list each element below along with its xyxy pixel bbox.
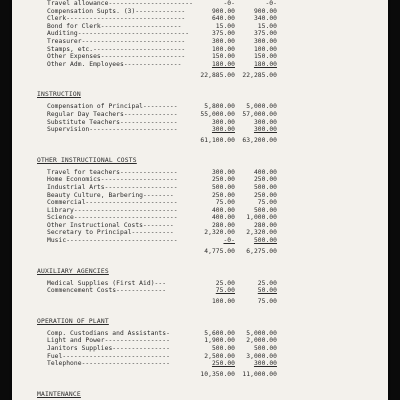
section-heading: INSTRUCTION <box>37 91 81 99</box>
plant-section <box>37 318 377 379</box>
section-total: 61,100.00 63,200.00 <box>200 137 277 145</box>
section-heading: OPERATION OF PLANT <box>37 317 109 325</box>
table-row: Science--------------------------- 400.00 1,000.00 <box>47 214 277 222</box>
table-row: Fuel---------------------------- 2,500.00 3,000.00 <box>47 352 277 360</box>
table-row: Commercial------------------------ 75.00 75.00 <box>47 199 277 207</box>
table-row: Janitors Supplies--------------- 500.00 500.00 <box>47 345 277 353</box>
section-heading: AUXILIARY AGENCIES <box>37 267 109 275</box>
section-total: 100.00 75.00 <box>211 298 277 306</box>
table-row: Telephone----------------------- 250.00 300.00 <box>47 360 277 368</box>
table-row: Other Instructional Costs-------- 280.00 280.00 <box>47 221 277 229</box>
table-row: Music----------------------------- -0- 500.00 <box>47 237 277 245</box>
table-row: Compensation of Principal--------- 5,800.00 5,000.00 <box>47 103 277 111</box>
table-row: Treasurer--------------------------- 300.00 300.00 <box>47 37 277 45</box>
table-row: Stamps, etc.------------------------ 100.00 100.00 <box>47 45 277 53</box>
table-row: Compensation Supts. (3)------------- 900.00 900.00 <box>47 7 277 15</box>
table-row: Library--------------------------- 400.00 500.00 <box>47 206 277 214</box>
budget-document <box>37 0 377 400</box>
table-row: Home Economics-------------------- 250.00 250.00 <box>47 176 277 184</box>
table-row: Travel allowance---------------------- -0- -0- <box>47 0 277 7</box>
maintenance-section <box>37 391 377 400</box>
document-page <box>12 0 388 400</box>
table-row: Commencement Costs------------- 75.00 50.00 <box>47 287 277 295</box>
table-row: Regular Day Teachers-------------- 55,000.00 57,000.00 <box>47 110 277 118</box>
instruction-section <box>37 91 377 144</box>
table-row: Other Adm. Employees--------------- 180.00 180.00 <box>47 60 277 68</box>
table-row: Light and Power----------------- 1,900.00 2,000.00 <box>47 337 277 345</box>
table-row: Medical Supplies (First Aid)--- 25.00 25.00 <box>47 279 277 287</box>
table-row: Auditing----------------------------- 375.00 375.00 <box>47 30 277 38</box>
section-total: 10,350.00 11,000.00 <box>200 371 277 379</box>
section-total: 4,775.00 6,275.00 <box>204 248 277 256</box>
table-row: Travel for teachers--------------- 300.00 400.00 <box>47 168 277 176</box>
other-instructional-section <box>37 157 377 256</box>
table-row: Beauty Culture, Barbering-------- 250.00 250.00 <box>47 191 277 199</box>
table-row: Industrial Arts------------------- 500.00 500.00 <box>47 183 277 191</box>
table-row: Bond for Clerk--------------------- 15.00 15.00 <box>47 22 277 30</box>
table-row: Supervision----------------------- 300.00 300.00 <box>47 126 277 134</box>
section-total: 22,885.00 22,285.00 <box>200 71 277 79</box>
table-row: Clerk------------------------------- 640.00 340.00 <box>47 15 277 23</box>
section-heading: OTHER INSTRUCTIONAL COSTS <box>37 156 137 164</box>
administration-section <box>37 0 377 79</box>
table-row: Other Expenses---------------------- 150.00 150.00 <box>47 53 277 61</box>
table-row: Comp. Custodians and Assistants- 5,600.00 5,000.00 <box>47 329 277 337</box>
table-row: Secretary to Principal----------- 2,320.00 2,320.00 <box>47 229 277 237</box>
table-row: Substitute Teachers--------------- 300.00 300.00 <box>47 118 277 126</box>
auxiliary-section <box>37 268 377 306</box>
section-heading: MAINTENANCE <box>37 390 81 398</box>
